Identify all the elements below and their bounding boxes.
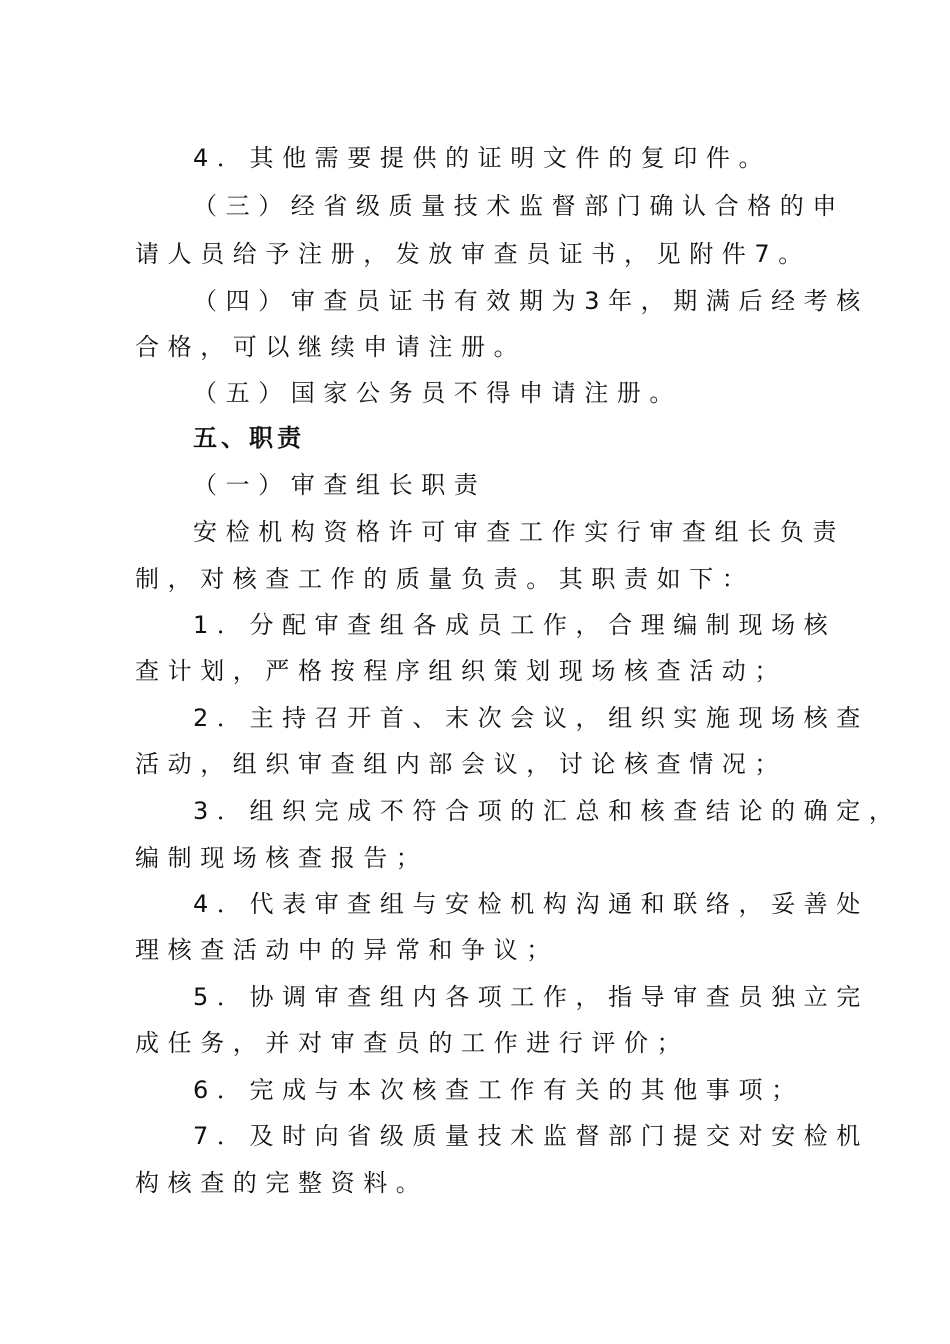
list-item: 6．完成与本次核查工作有关的其他事项； <box>193 1076 804 1104</box>
text-line: （四）审查员证书有效期为3年，期满后经考核 <box>193 287 869 315</box>
list-item-continuation: 构核查的完整资料。 <box>135 1169 429 1197</box>
list-item: 2．主持召开首、末次会议，组织实施现场核查 <box>193 704 869 732</box>
list-item-continuation: 成任务，并对审查员的工作进行评价； <box>135 1029 690 1057</box>
list-item: 4．代表审查组与安检机构沟通和联络，妥善处 <box>193 890 869 918</box>
text-line: （五）国家公务员不得申请注册。 <box>193 379 682 407</box>
text-line: 4．其他需要提供的证明文件的复印件。 <box>193 144 772 172</box>
text-line: 制，对核查工作的质量负责。其职责如下： <box>135 565 755 593</box>
list-item-continuation: 查计划，严格按程序组织策划现场核查活动； <box>135 657 787 685</box>
text-line: （三）经省级质量技术监督部门确认合格的申 <box>193 192 845 220</box>
list-item: 5．协调审查组内各项工作，指导审查员独立完 <box>193 983 869 1011</box>
list-item-continuation: 理核查活动中的异常和争议； <box>135 936 559 964</box>
text-line: 合格，可以继续申请注册。 <box>135 333 527 361</box>
list-item: 7．及时向省级质量技术监督部门提交对安检机 <box>193 1122 869 1150</box>
list-item-continuation: 活动，组织审查组内部会议，讨论核查情况； <box>135 750 787 778</box>
text-line: 安检机构资格许可审查工作实行审查组长负责 <box>193 518 845 546</box>
list-item: 3．组织完成不符合项的汇总和核查结论的确定， <box>193 797 902 825</box>
list-item-continuation: 编制现场核查报告； <box>135 844 429 872</box>
text-line: 请人员给予注册，发放审查员证书，见附件7。 <box>135 240 811 268</box>
list-item: 1．分配审查组各成员工作，合理编制现场核 <box>193 611 837 639</box>
section-heading: 五、职责 <box>193 424 305 452</box>
subsection-heading: （一）审查组长职责 <box>193 471 487 499</box>
